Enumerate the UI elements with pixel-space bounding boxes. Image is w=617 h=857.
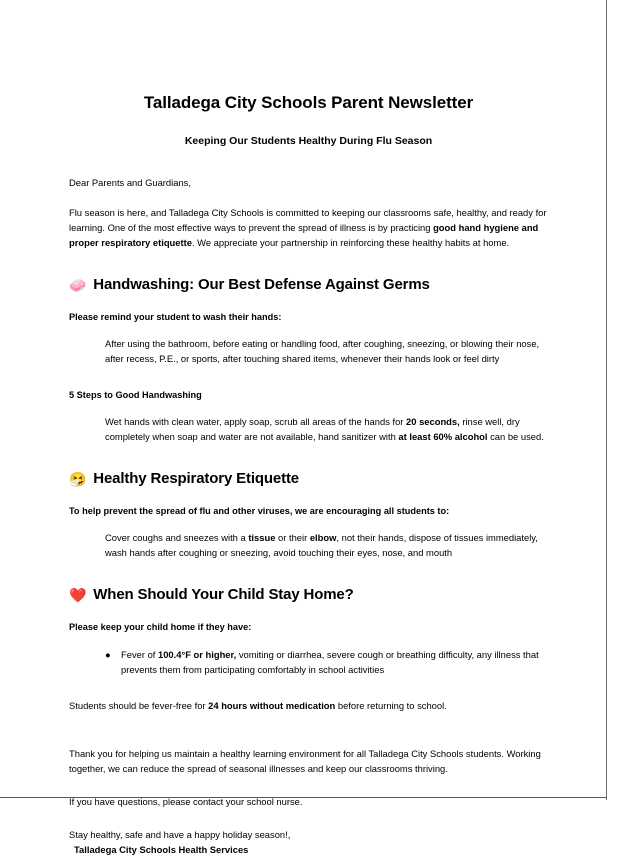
page-subtitle: Keeping Our Students Healthy During Flu Season (184, 135, 433, 148)
respiratory-lead: To help prevent the spread of flu and other viruses, we are encouraging all students to: (69, 505, 450, 516)
stay-home-symptom-list (69, 647, 548, 677)
handwashing-body: After using the bathroom, before eating or handling food, after coughing, sneezing, or blowing their nose, after recess, P.E., or sports, after touching shared items, whenever their hands look or feel dirty (105, 337, 540, 364)
bullet-marker-icon: ● (105, 648, 111, 660)
handwashing-steps-lead: 5 Steps to Good Handwashing (69, 389, 202, 400)
note-text-1: Students should be fever-free for (69, 699, 209, 711)
respiratory-text-2: or their (275, 531, 310, 543)
red-heart-icon: ❤️ (69, 586, 87, 603)
closing-paragraph-1: Thank you for helping us maintain a healthy learning environment for all Talladega City Schools students. Working together, we can reduce the spread of seasonal illnesses and keep our classrooms thriving. (69, 747, 541, 774)
steps-text-1: Wet hands with clean water, apply soap, scrub all areas of the hands for (105, 415, 407, 427)
signature-line: Talladega City Schools Health Services (74, 843, 249, 855)
signoff-line: Stay healthy, safe and have a happy holiday season!, (69, 828, 291, 840)
closing-paragraph-2: If you have questions, please contact your school nurse. (69, 795, 303, 807)
steps-text-2: rinse well, dry completely when soap and water are not available, hand sanitizer with (105, 415, 520, 442)
soap-bar-icon: 🧼 (69, 276, 87, 293)
respiratory-text-3: , not their hands, dispose of tissues immediately, wash hands after coughing or sneezing, avoid touching their eyes, nose, and mouth (105, 531, 538, 558)
handwashing-steps-body (105, 414, 548, 444)
intro-text-1: Flu season is here, and Talladega City Schools is committed to keeping our classrooms safe, healthy, and ready for learning. One of the most effective ways to prevent the spread of illness is by practicing (69, 206, 547, 233)
handwashing-lead: Please remind your student to wash their hands: (69, 311, 282, 322)
stay-home-lead: Please keep your child home if they have: (69, 621, 252, 632)
section-heading-stay-home-label: When Should Your Child Stay Home? (93, 585, 354, 603)
section-heading-handwashing (69, 276, 548, 294)
section-heading-respiratory-label: Healthy Respiratory Etiquette (93, 469, 299, 487)
note-text-2: before returning to school. (335, 699, 447, 711)
section-heading-stay-home (69, 586, 548, 604)
document-body (69, 0, 548, 857)
steps-bold-1: 20 seconds, (406, 415, 460, 427)
respiratory-body (105, 530, 548, 560)
section-heading-respiratory (69, 470, 548, 488)
steps-bold-2: at least 60% alcohol (398, 430, 488, 442)
fever-free-note (69, 698, 548, 713)
steps-text-3: can be used. (487, 430, 544, 442)
intro-paragraph (69, 205, 548, 250)
bullet-text-2: vomiting or diarrhea, severe cough or breathing difficulty, any illness that prevents them from participating comfortably in school activities (121, 648, 539, 675)
section-heading-handwashing-label: Handwashing: Our Best Defense Against Germs (93, 275, 430, 293)
note-bold: 24 hours without medication (208, 699, 336, 711)
page-title: Talladega City Schools Parent Newsletter (143, 93, 474, 112)
list-item (105, 647, 548, 677)
page-edge-right (606, 0, 607, 800)
respiratory-bold-1: tissue (248, 531, 276, 543)
respiratory-text-1: Cover coughs and sneezes with a (105, 531, 249, 543)
intro-text-2: . We appreciate your partnership in reinforcing these healthy habits at home. (191, 236, 510, 248)
greeting-paragraph: Dear Parents and Guardians, (69, 176, 191, 188)
bullet-bold: 100.4°F or higher, (158, 648, 237, 660)
bullet-text-1: Fever of (121, 648, 158, 660)
intro-bold: good hand hygiene and proper respiratory etiquette (69, 221, 539, 248)
sneezing-face-icon: 🤧 (69, 470, 87, 487)
respiratory-bold-2: elbow (309, 531, 337, 543)
